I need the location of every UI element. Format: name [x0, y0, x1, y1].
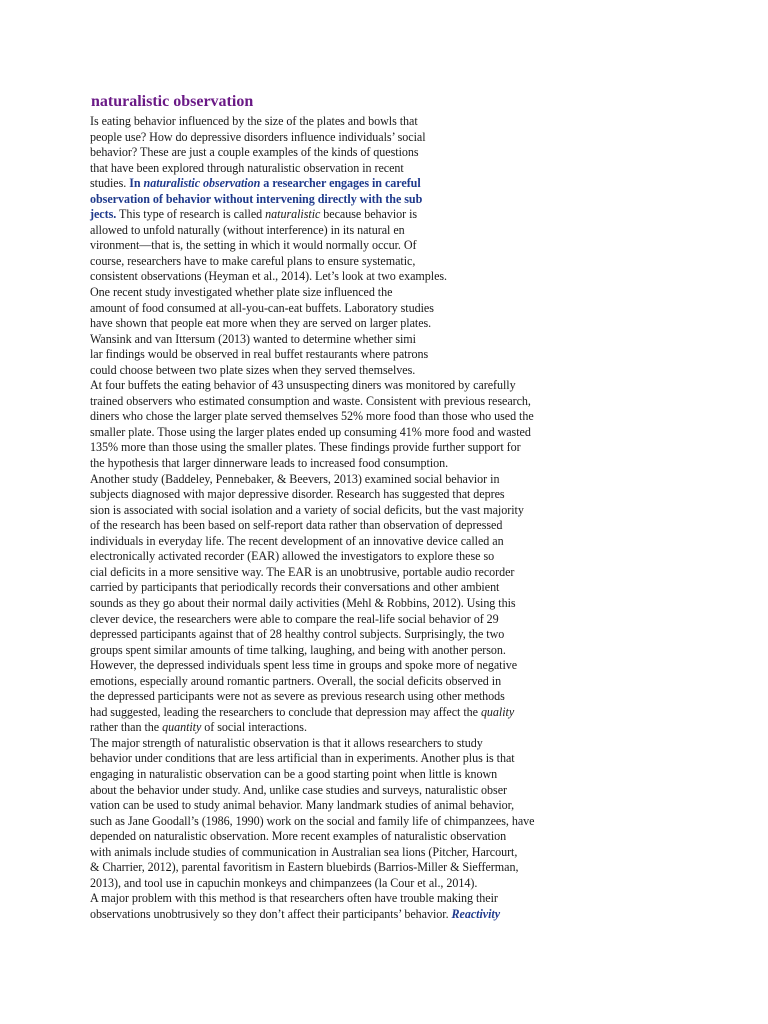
emphasized-text: naturalistic: [265, 207, 321, 222]
text-line: [90, 301, 590, 317]
text-line: [90, 612, 590, 628]
emphasized-text: In: [129, 176, 144, 191]
text-segment: behavior? These are just a couple examples of the kinds of questions: [90, 145, 419, 160]
text-line: [90, 347, 590, 363]
text-segment: carried by participants that periodically records their conversations and other ambient: [90, 580, 500, 595]
text-segment: amount of food consumed at all-you-can-eat buffets. Laboratory studies: [90, 300, 434, 315]
section-heading: naturalistic observation: [91, 93, 254, 110]
text-line: [90, 751, 590, 767]
text-line: [90, 161, 590, 177]
text-segment: trained observers who estimated consumption and waste. Consistent with previous research,: [90, 393, 531, 408]
text-segment: At four buffets the eating behavior of 43 unsuspecting diners was monitored by carefully: [90, 378, 516, 393]
text-line: [90, 907, 590, 923]
text-line: [90, 456, 590, 472]
text-line: [90, 736, 590, 752]
text-segment: could choose between two plate sizes when they served themselves.: [90, 362, 416, 377]
text-line: [90, 238, 590, 254]
text-line: [90, 409, 590, 425]
text-segment: The major strength of naturalistic observation is that it allows researchers to study: [90, 735, 483, 750]
text-segment: because behavior is: [320, 207, 418, 222]
text-line: [90, 627, 590, 643]
text-segment: subjects diagnosed with major depressive disorder. Research has suggested that depres: [90, 487, 505, 502]
emphasized-text: naturalistic observation: [143, 176, 261, 191]
text-segment: that have been explored through naturalistic observation in recent: [90, 160, 404, 175]
text-line: [90, 814, 590, 830]
emphasized-text: Reactivity: [451, 906, 501, 921]
text-line: [90, 705, 590, 721]
text-line: [90, 580, 590, 596]
text-line: [90, 503, 590, 519]
text-segment: Wansink and van Ittersum (2013) wanted to determine whether simi: [90, 331, 416, 346]
text-segment: depended on naturalistic observation. More recent examples of naturalistic observation: [90, 829, 507, 844]
text-segment: the hypothesis that larger dinnerware leads to increased food consumption.: [90, 456, 449, 471]
text-line: [90, 689, 590, 705]
text-line: [90, 658, 590, 674]
text-segment: 2013), and tool use in capuchin monkeys and chimpanzees (la Cour et al., 2014).: [90, 875, 478, 890]
text-segment: depressed participants against that of 28 healthy control subjects. Surprisingly, the two: [90, 627, 505, 642]
text-line: [90, 269, 590, 285]
emphasized-text: quality: [480, 704, 515, 719]
text-line: [90, 223, 590, 239]
text-segment: This type of research is called: [116, 207, 266, 222]
text-line: [90, 643, 590, 659]
text-line: [90, 254, 590, 270]
text-line: [90, 114, 590, 130]
text-line: [90, 767, 590, 783]
text-line: [90, 596, 590, 612]
text-segment: the depressed participants were not as severe as previous research using other methods: [90, 689, 505, 704]
text-line: [90, 145, 590, 161]
text-segment: course, researchers have to make careful plans to ensure systematic,: [90, 253, 416, 268]
text-line: [90, 783, 590, 799]
emphasized-text: a researcher engages in careful: [260, 176, 421, 191]
text-segment: of social interactions.: [201, 720, 307, 735]
text-segment: such as Jane Goodall’s (1986, 1990) work on the social and family life of chimpanzees, have: [90, 813, 535, 828]
text-segment: cial deficits in a more sensitive way. The EAR is an unobtrusive, portable audio recorder: [90, 564, 515, 579]
text-segment: One recent study investigated whether plate size influenced the: [90, 285, 393, 300]
text-line: [90, 472, 590, 488]
text-segment: engaging in naturalistic observation can be a good starting point when little is known: [90, 766, 498, 781]
text-segment: 135% more than those using the smaller plates. These findings provide further support for: [90, 440, 521, 455]
text-segment: vironment—that is, the setting in which it would normally occur. Of: [90, 238, 417, 253]
text-segment: behavior under conditions that are less artificial than in experiments. Another plus is that: [90, 751, 515, 766]
text-segment: Is eating behavior influenced by the size of the plates and bowls that: [90, 114, 418, 128]
text-segment: had suggested, leading the researchers to conclude that depression may affect the: [90, 704, 481, 719]
text-segment: consistent observations (Heyman et al., 2014). Let’s look at two examples.: [90, 269, 448, 284]
text-line: [90, 130, 590, 146]
text-line: [90, 534, 590, 550]
text-segment: of the research has been based on self-report data rather than observation of depressed: [90, 518, 503, 533]
text-line: [90, 565, 590, 581]
text-line: [90, 176, 590, 192]
text-segment: allowed to unfold naturally (without interference) in its natural en: [90, 222, 405, 237]
emphasized-text: quantity: [162, 720, 202, 735]
text-segment: with animals include studies of communication in Australian sea lions (Pitcher, Harcourt,: [90, 844, 518, 859]
text-segment: smaller plate. Those using the larger plates ended up consuming 41% more food and wasted: [90, 424, 531, 439]
text-line: [90, 394, 590, 410]
text-line: [90, 674, 590, 690]
text-line: [90, 285, 590, 301]
text-line: [90, 425, 590, 441]
text-segment: electronically activated recorder (EAR) allowed the investigators to explore these so: [90, 549, 495, 564]
text-segment: & Charrier, 2012), parental favoritism in Eastern bluebirds (Barrios-Miller & Siefferman,: [90, 860, 519, 875]
text-line: [90, 378, 590, 394]
text-segment: diners who chose the larger plate served themselves 52% more food than those who used the: [90, 409, 534, 424]
body-text: [90, 114, 590, 922]
text-segment: sion is associated with social isolation and a variety of social deficits, but the vast majority: [90, 502, 524, 517]
text-line: [90, 332, 590, 348]
text-line: [90, 363, 590, 379]
text-line: [90, 829, 590, 845]
text-segment: sounds as they go about their normal daily activities (Mehl & Robbins, 2012). Using this: [90, 595, 516, 610]
text-segment: groups spent similar amounts of time talking, laughing, and being with another person.: [90, 642, 506, 657]
emphasized-text: observation of behavior without intervening directly with the sub: [90, 191, 423, 206]
text-segment: observations unobtrusively so they don’t affect their participants’ behavior.: [90, 906, 452, 921]
text-line: [90, 720, 590, 736]
text-line: [90, 440, 590, 456]
text-segment: lar findings would be observed in real buffet restaurants where patrons: [90, 347, 429, 362]
text-segment: emotions, especially around romantic partners. Overall, the social deficits observed in: [90, 673, 502, 688]
text-line: [90, 876, 590, 892]
text-segment: people use? How do depressive disorders influence individuals’ social: [90, 129, 426, 144]
emphasized-text: jects.: [90, 207, 117, 222]
text-segment: However, the depressed individuals spent less time in groups and spoke more of negative: [90, 658, 518, 673]
text-segment: studies.: [90, 176, 130, 191]
text-line: [90, 549, 590, 565]
text-line: [90, 845, 590, 861]
text-line: [90, 860, 590, 876]
text-line: [90, 316, 590, 332]
text-segment: Another study (Baddeley, Pennebaker, & Beevers, 2013) examined social behavior in: [90, 471, 500, 486]
text-segment: A major problem with this method is that researchers often have trouble making their: [90, 891, 498, 906]
text-line: [90, 207, 590, 223]
text-segment: have shown that people eat more when they are served on larger plates.: [90, 316, 432, 331]
text-segment: individuals in everyday life. The recent development of an innovative device called an: [90, 533, 504, 548]
text-line: [90, 192, 590, 208]
text-segment: clever device, the researchers were able to compare the real-life social behavior of 29: [90, 611, 499, 626]
text-line: [90, 518, 590, 534]
text-line: [90, 487, 590, 503]
text-segment: rather than the: [90, 720, 163, 735]
text-line: [90, 891, 590, 907]
text-line: [90, 798, 590, 814]
text-segment: about the behavior under study. And, unlike case studies and surveys, naturalistic obser: [90, 782, 507, 797]
text-segment: vation can be used to study animal behavior. Many landmark studies of animal behavior,: [90, 798, 515, 813]
